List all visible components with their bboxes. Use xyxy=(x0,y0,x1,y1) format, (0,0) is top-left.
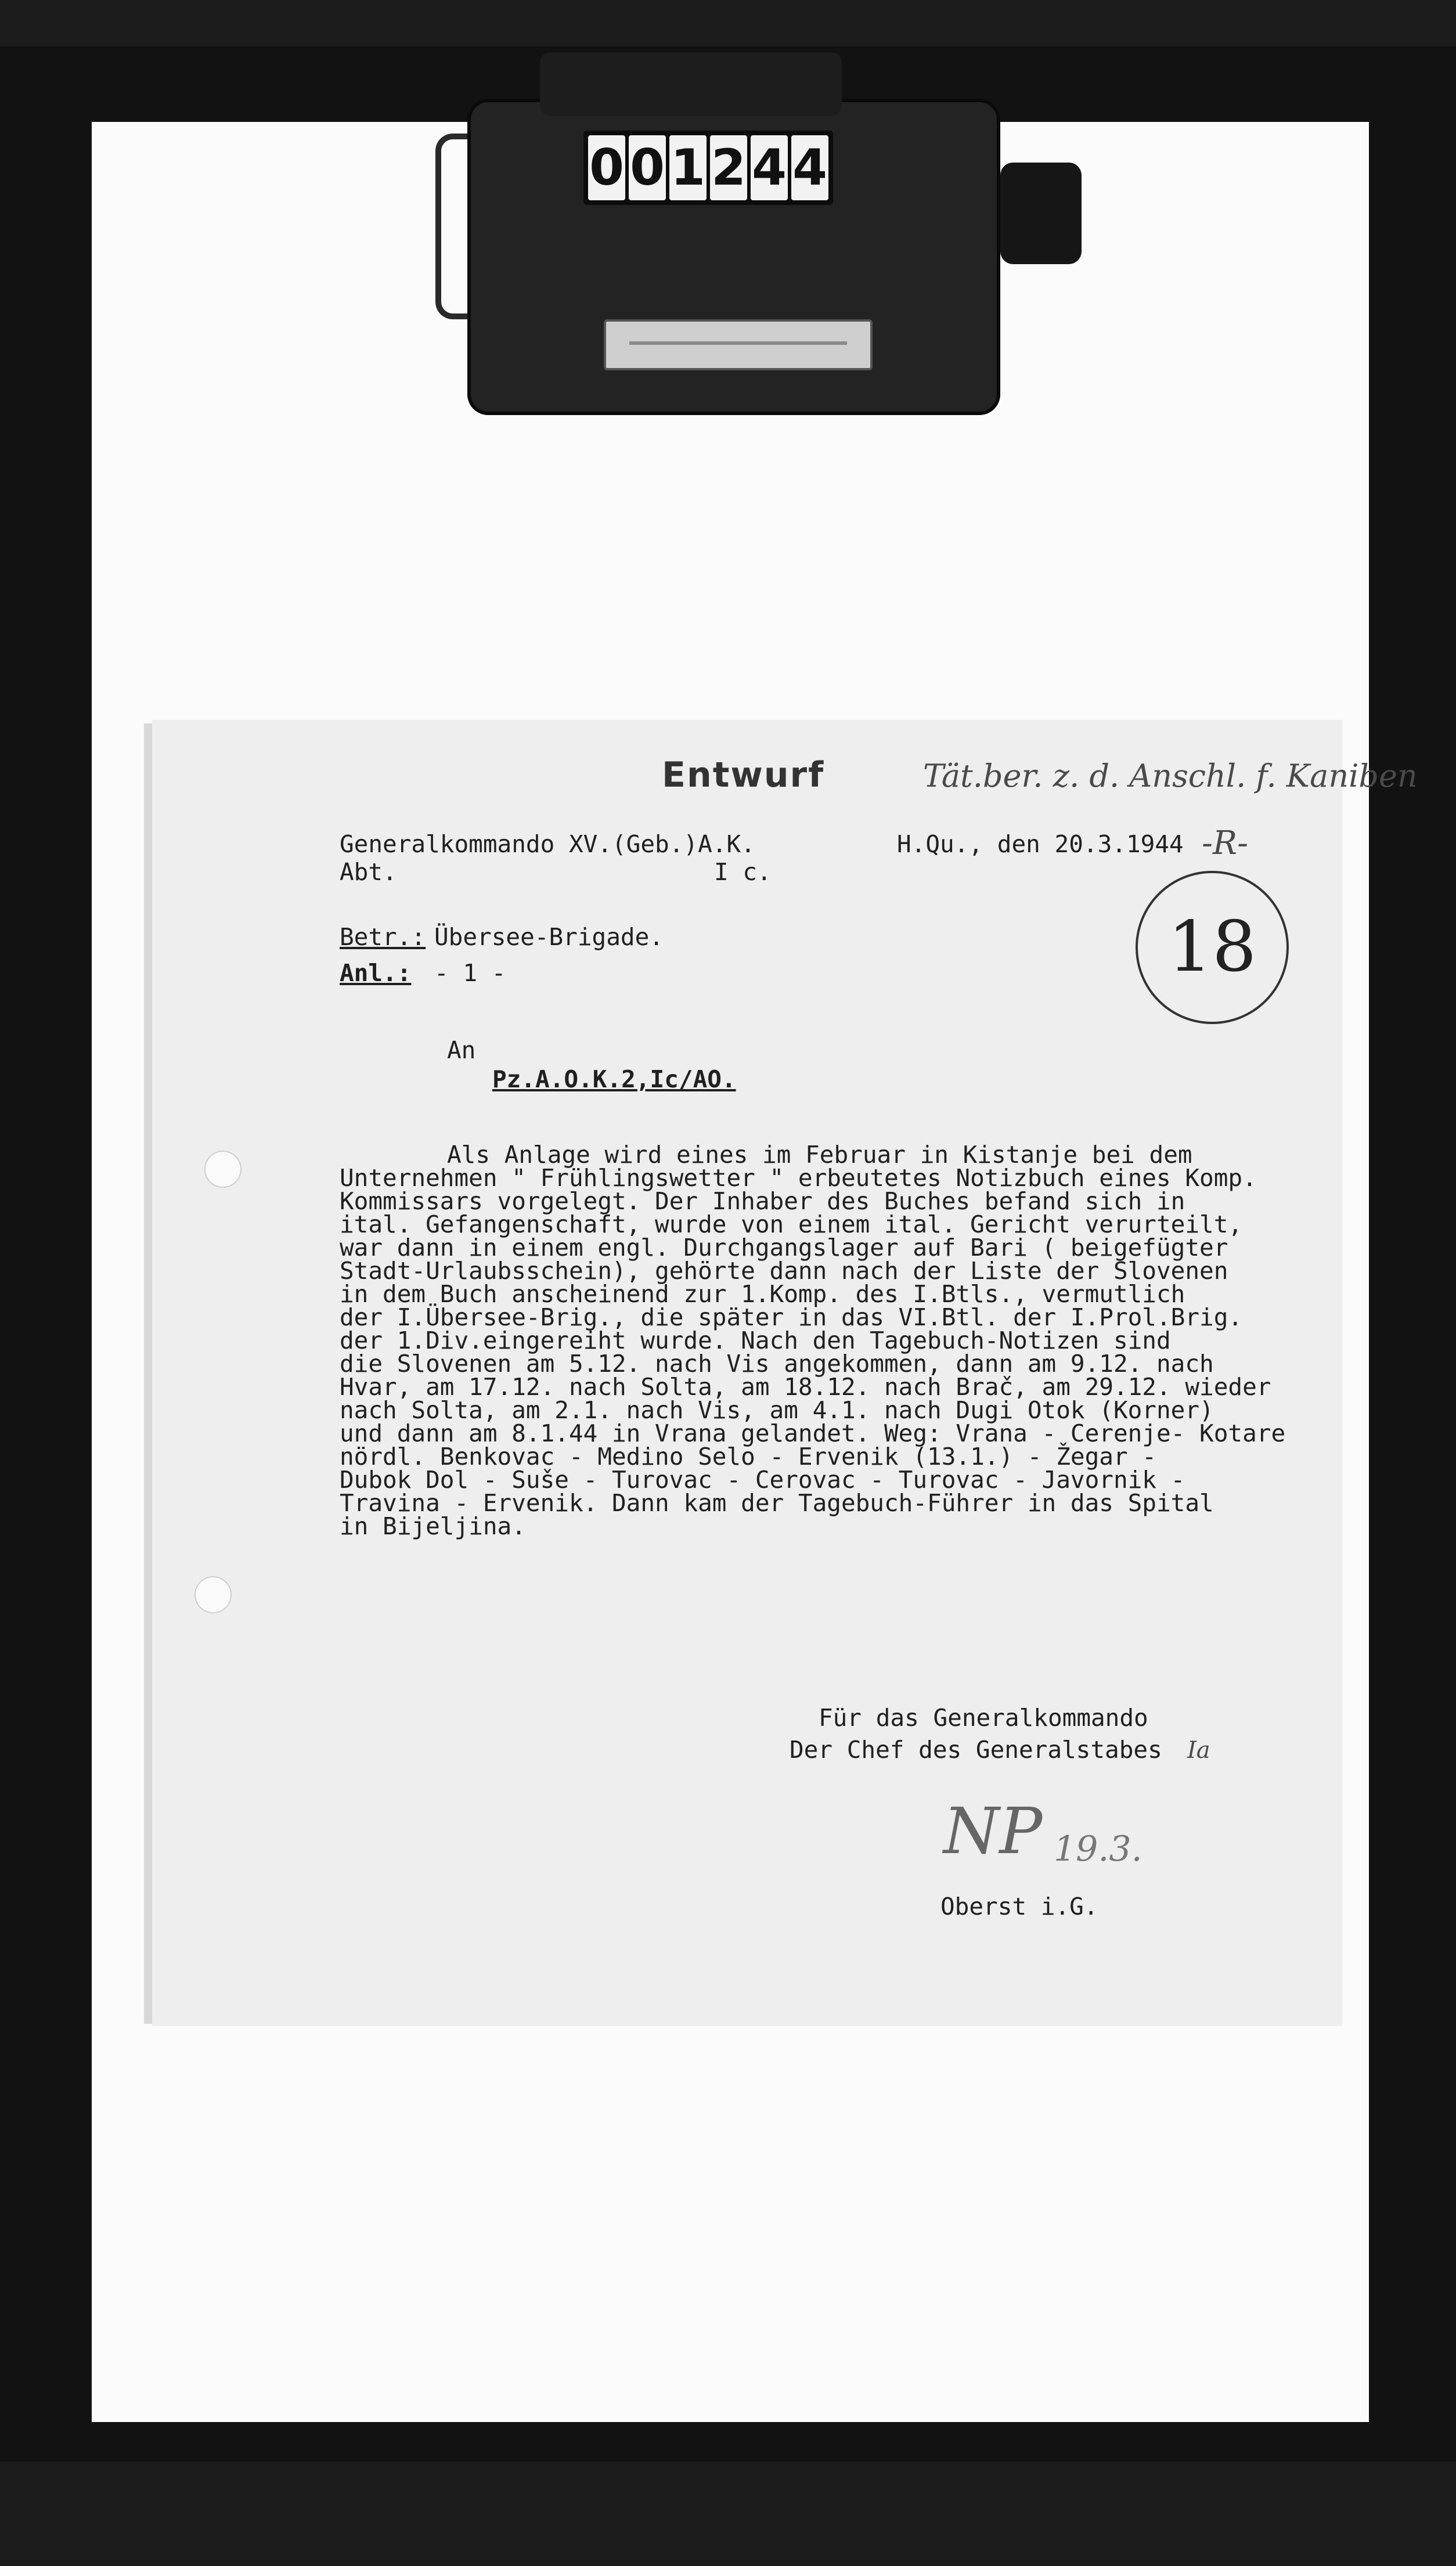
body-line: Unternehmen " Frühlingswetter " erbeutetes Notizbuch eines Komp. xyxy=(340,1164,1257,1192)
body-line: ital. Gefangenschaft, wurde von einem ital. Gericht verurteilt, xyxy=(340,1210,1243,1238)
counter-knob xyxy=(1000,163,1082,264)
anlage-label: Anl.: xyxy=(340,959,412,987)
handwritten-top-note: Tät.ber. z. d. Anschl. f. Kaniben xyxy=(923,758,1418,794)
body-line: in dem Buch anscheinend zur 1.Komp. des I.Btls., vermutlich xyxy=(340,1280,1185,1308)
counter-digit: 0 xyxy=(629,135,666,200)
film-border-top xyxy=(0,0,1456,46)
closing-mark: Ia xyxy=(1187,1737,1210,1764)
body-line: die Slovenen am 5.12. nach Vis angekommen, dann am 9.12. nach xyxy=(340,1350,1214,1378)
body-line: Dubok Dol - Suše - Turovac - Cerovac - Turovac - Javornik - xyxy=(340,1466,1185,1494)
body-line: Kommissars vorgelegt. Der Inhaber des Buches befand sich in xyxy=(340,1187,1185,1215)
office-line-2-right: I c. xyxy=(714,858,772,886)
counter-digit: 1 xyxy=(669,135,707,200)
closing-line-2: Der Chef des Generalstabes xyxy=(790,1736,1162,1764)
hq-date-mark: -R- xyxy=(1202,824,1249,862)
body-line: der I.Übersee-Brig., die später in das VI.Btl. der I.Prol.Brig. xyxy=(340,1303,1243,1331)
addressee: Pz.A.O.K.2,Ic/AO. xyxy=(492,1065,736,1093)
body-line: Travina - Ervenik. Dann kam der Tagebuch-Führer in das Spital xyxy=(340,1489,1214,1517)
counter-top-housing xyxy=(540,52,842,116)
body-line: Stadt-Urlaubsschein), gehörte dann nach der Liste der Slovenen xyxy=(340,1257,1228,1285)
signature-initials: NP xyxy=(943,1794,1043,1868)
body-line: Als Anlage wird eines im Februar in Kistanje bei dem xyxy=(447,1141,1192,1169)
counter-label-plate xyxy=(604,319,873,370)
addressee-prefix: An xyxy=(447,1036,476,1064)
signatory-title: Oberst i.G. xyxy=(940,1893,1098,1920)
frame-counter xyxy=(467,99,1000,415)
body-line: war dann in einem engl. Durchgangslager auf Bari ( beigefügter xyxy=(340,1234,1228,1262)
body-line: nach Solta, am 2.1. nach Vis, am 4.1. nach Dugi Otok (Korner) xyxy=(340,1396,1214,1424)
betreff-value: Übersee-Brigade. xyxy=(434,923,664,951)
hq-date: H.Qu., den 20.3.1944 xyxy=(897,830,1184,858)
counter-digits xyxy=(583,131,833,205)
body-line: nördl. Benkovac - Medino Selo - Ervenik (13.1.) - Žegar - xyxy=(340,1443,1156,1471)
counter-digit: 0 xyxy=(588,135,625,200)
body-line: der 1.Div.eingereiht wurde. Nach den Tagebuch-Notizen sind xyxy=(340,1327,1171,1354)
counter-handle xyxy=(435,134,467,319)
counter-digit: 2 xyxy=(710,135,747,200)
body-line: und dann am 8.1.44 in Vrana gelandet. Weg: Vrana - Cerenje- Kotare xyxy=(340,1419,1286,1447)
body-line: Hvar, am 17.12. nach Solta, am 18.12. nach Brač, am 29.12. wieder xyxy=(340,1373,1271,1401)
signature-date: 19.3. xyxy=(1054,1829,1143,1869)
draft-stamp: Entwurf xyxy=(662,755,825,795)
office-line-1: Generalkommando XV.(Geb.)A.K. xyxy=(340,830,755,858)
office-line-2-left: Abt. xyxy=(340,858,397,886)
betreff-label: Betr.: xyxy=(340,923,426,951)
punch-hole-upper xyxy=(204,1151,242,1188)
film-border-bottom xyxy=(0,2462,1456,2566)
counter-digit: 4 xyxy=(751,135,788,200)
punch-hole-lower xyxy=(194,1576,232,1613)
body-line: in Bijeljina. xyxy=(340,1512,526,1540)
counter-digit: 4 xyxy=(791,135,828,200)
closing-line-1: Für das Generalkommando xyxy=(819,1704,1148,1732)
anlage-value: - 1 - xyxy=(434,959,506,987)
circled-number: 18 xyxy=(1136,871,1289,1024)
